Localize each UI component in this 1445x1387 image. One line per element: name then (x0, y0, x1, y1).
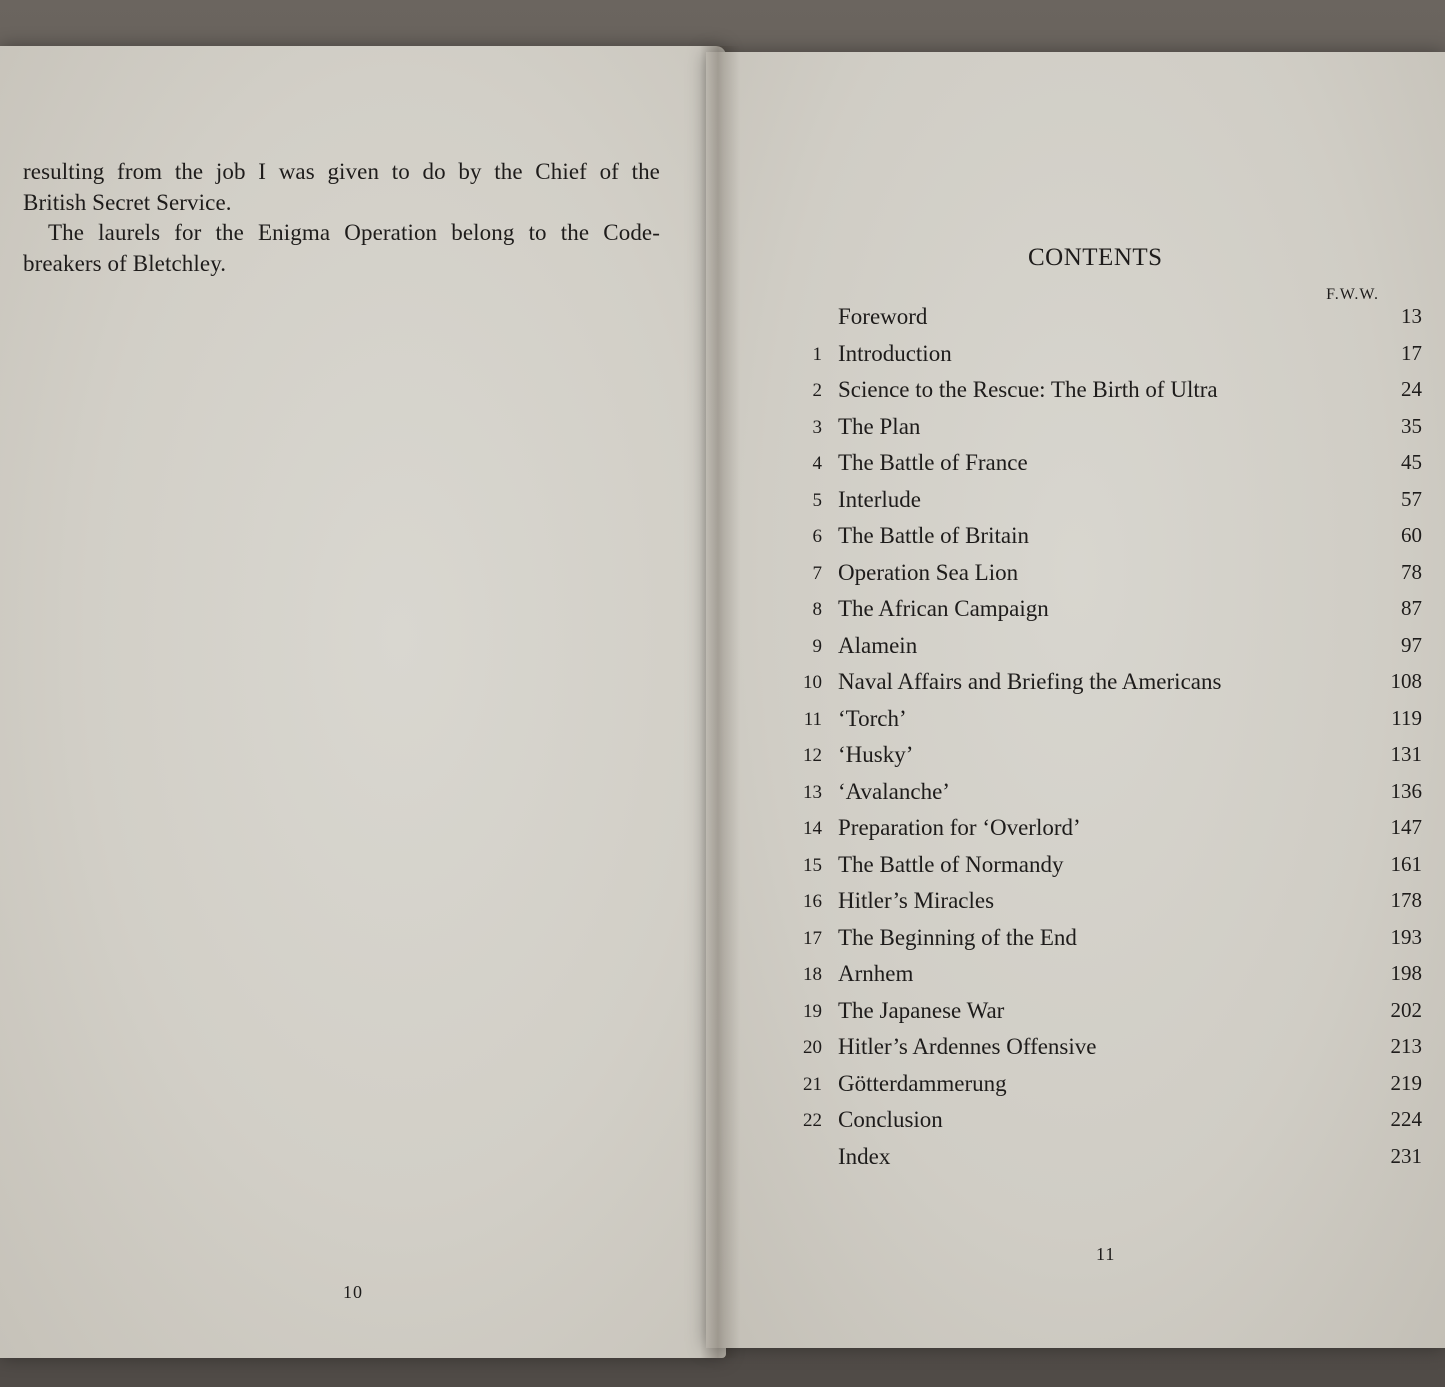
toc-chapter-number: 20 (803, 1037, 822, 1058)
toc-chapter-title: ‘Torch’ (838, 705, 907, 731)
toc-chapter-title: Conclusion (838, 1107, 943, 1132)
toc-entry (790, 1071, 1422, 1108)
toc-chapter-title: Hitler’s Miracles (838, 888, 995, 913)
toc-entry (790, 560, 1422, 597)
toc-entry (790, 633, 1422, 670)
toc-page-number: 178 (1390, 888, 1422, 912)
toc-chapter-number: 10 (803, 672, 822, 693)
toc-entry (790, 742, 1422, 779)
toc-chapter-number: 15 (803, 854, 822, 876)
toc-page-number: 131 (1390, 742, 1422, 766)
toc-chapter-number: 14 (803, 818, 822, 839)
toc-entry (790, 1107, 1422, 1144)
text-line: breakers of Bletchley. (23, 250, 227, 276)
toc-chapter-number: 18 (803, 964, 822, 985)
toc-page-number: 24 (1401, 377, 1422, 401)
toc-chapter-number: 13 (803, 781, 822, 803)
toc-chapter-number: 5 (812, 489, 822, 511)
toc-page-number: 35 (1401, 413, 1422, 438)
toc-entry (790, 1144, 1422, 1181)
toc-chapter-title: Operation Sea Lion (838, 559, 1019, 585)
toc-chapter-title: Index (838, 1143, 891, 1169)
toc-chapter-number: 11 (803, 708, 822, 730)
toc-page-number: 60 (1401, 523, 1422, 547)
toc-chapter-number: 4 (812, 453, 822, 474)
toc-page-number: 213 (1390, 1034, 1422, 1058)
toc-chapter-number: 3 (812, 416, 822, 438)
toc-page-number: 45 (1401, 450, 1422, 474)
toc-chapter-number: 21 (803, 1073, 822, 1095)
toc-page-number: 202 (1390, 997, 1422, 1022)
book-gutter (700, 46, 740, 1358)
toc-entry (790, 377, 1422, 414)
text-line: resulting from the job I was given to do by the Chief of the (23, 159, 660, 184)
text-line: British Secret Service. (23, 189, 232, 215)
toc-entry (790, 304, 1422, 341)
toc-entry (790, 998, 1422, 1035)
toc-entry (790, 669, 1422, 706)
page-number-left: 10 (343, 1282, 363, 1302)
toc-entry (790, 852, 1422, 889)
toc-chapter-number (790, 1144, 822, 1147)
toc-chapter-title: The Beginning of the End (838, 924, 1077, 950)
toc-chapter-title: Alamein (838, 632, 918, 658)
toc-chapter-title: The Battle of France (838, 450, 1028, 475)
toc-entry (790, 596, 1422, 633)
text-line: The laurels for the Enigma Operation belong to the Code- (48, 220, 660, 245)
toc-entry (790, 706, 1422, 743)
toc-page-number: 231 (1390, 1143, 1422, 1168)
toc-chapter-title: The Japanese War (838, 997, 1005, 1023)
toc-page-number: 57 (1401, 486, 1422, 511)
toc-chapter-number: 12 (803, 745, 822, 766)
toc-entry (790, 961, 1422, 998)
toc-entry (790, 450, 1422, 487)
toc-chapter-number: 6 (812, 526, 822, 547)
toc-entry (790, 1034, 1422, 1071)
toc-chapter-title: Introduction (838, 340, 952, 366)
toc-chapter-number: 2 (812, 380, 822, 401)
toc-chapter-number: 19 (803, 1000, 822, 1022)
toc-entry (790, 779, 1422, 816)
left-page-text (23, 157, 660, 279)
toc-entry (790, 523, 1422, 560)
toc-chapter-number: 7 (812, 562, 822, 584)
toc-chapter-number: 16 (803, 891, 822, 912)
toc-page-number: 13 (1401, 304, 1422, 328)
toc-chapter-number: 1 (812, 343, 822, 365)
toc-chapter-title: ‘Husky’ (838, 742, 914, 767)
toc-entry (790, 414, 1422, 451)
toc-chapter-number: 22 (803, 1110, 822, 1131)
toc-page-number: 147 (1390, 815, 1422, 839)
toc-chapter-number: 9 (812, 635, 822, 657)
toc-page-number: 108 (1390, 669, 1422, 693)
toc-chapter-title: The African Campaign (838, 596, 1049, 621)
toc-page-number: 224 (1390, 1107, 1422, 1131)
toc-page-number: 97 (1401, 632, 1422, 657)
toc-page-number: 193 (1390, 924, 1422, 949)
toc-chapter-number (790, 304, 822, 307)
table-of-contents (790, 304, 1422, 1180)
toc-entry (790, 925, 1422, 962)
toc-chapter-title: Science to the Rescue: The Birth of Ultra (838, 377, 1218, 402)
toc-entry (790, 341, 1422, 378)
toc-chapter-title: The Plan (838, 413, 921, 439)
toc-chapter-title: Naval Affairs and Briefing the Americans (838, 669, 1222, 694)
toc-entry (790, 815, 1422, 852)
toc-entry (790, 888, 1422, 925)
toc-page-number: 136 (1390, 778, 1422, 803)
toc-page-number: 219 (1390, 1070, 1422, 1095)
page-number-right: 11 (1096, 1244, 1116, 1264)
toc-page-number: 161 (1390, 851, 1422, 876)
toc-chapter-title: Foreword (838, 304, 928, 329)
toc-chapter-title: Arnhem (838, 961, 914, 986)
toc-chapter-title: Götterdammerung (838, 1070, 1007, 1096)
toc-chapter-title: Interlude (838, 486, 922, 512)
toc-chapter-title: ‘Avalanche’ (838, 778, 950, 804)
toc-chapter-title: The Battle of Britain (838, 523, 1029, 548)
toc-entry (790, 487, 1422, 524)
toc-chapter-number: 17 (803, 927, 822, 949)
toc-chapter-title: The Battle of Normandy (838, 851, 1064, 877)
toc-page-number: 17 (1401, 340, 1422, 365)
toc-page-number: 198 (1390, 961, 1422, 985)
toc-chapter-title: Preparation for ‘Overlord’ (838, 815, 1081, 840)
toc-chapter-title: Hitler’s Ardennes Offensive (838, 1034, 1097, 1059)
toc-page-number: 119 (1391, 705, 1422, 730)
toc-chapter-number: 8 (812, 599, 822, 620)
toc-page-number: 87 (1401, 596, 1422, 620)
contents-heading: CONTENTS (1028, 244, 1163, 271)
author-initials: F.W.W. (1326, 286, 1379, 303)
toc-page-number: 78 (1401, 559, 1422, 584)
